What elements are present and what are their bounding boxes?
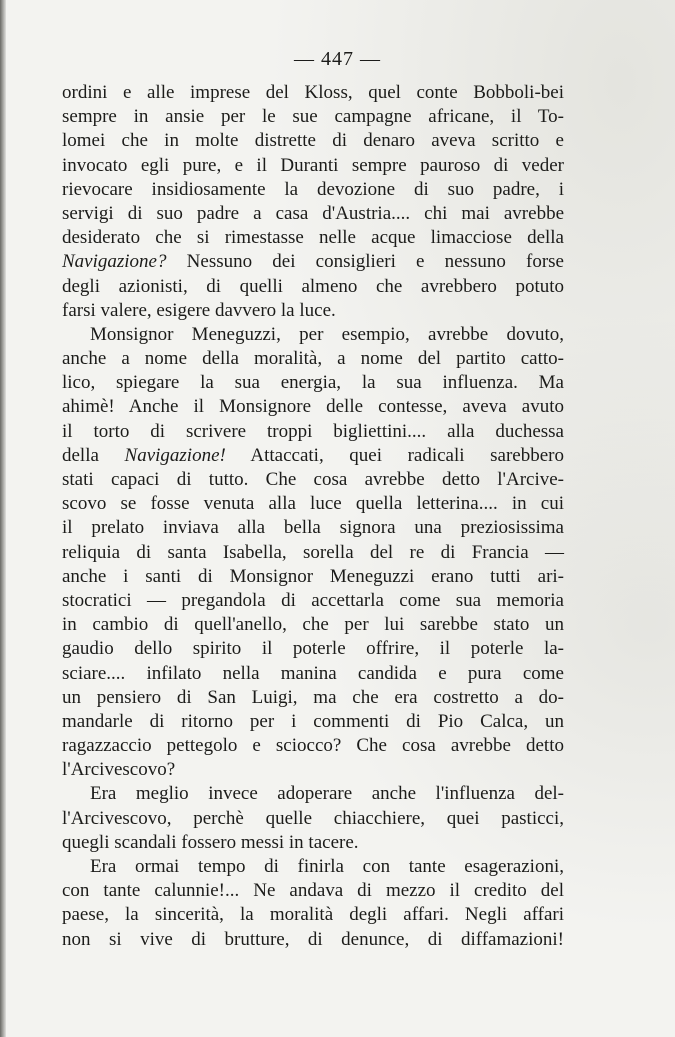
text-line: sempre in ansie per le sue campagne africane, il To- [62,106,564,128]
text-run: della [62,444,125,466]
text-line: stocratici — pregandola di accettarla come sua memoria [62,589,564,611]
text-line: anche i santi di Monsignor Meneguzzi erano tutti ari- [62,565,564,587]
text-line: paese, la sincerità, la moralità degli affari. Negli affari [62,904,564,926]
text-line: lomei che in molte distrette di denaro aveva scritto e [62,130,564,152]
text-line: l'Arcivescovo? [62,759,176,781]
text-line: ahimè! Anche il Monsignore delle contesse, aveva avuto [62,396,564,418]
text-line: degli azionisti, di quelli almeno che avrebbero potuto [62,275,564,297]
text-line: scovo se fosse venuta alla luce quella letterina.... in cui [62,493,564,515]
text-line: rievocare insidiosamente la devozione di suo padre, i [62,178,564,200]
text-line: Era ormai tempo di finirla con tante esagerazioni, [90,856,564,877]
body-text [62,81,564,952]
text-line: mandarle di ritorno per i commenti di Pio Calca, un [62,710,564,732]
text-line: invocato egli pure, e il Duranti sempre pauroso di veder [62,154,564,176]
text-line: un pensiero di San Luigi, ma che era costretto a do- [62,686,564,708]
text-line: il prelato inviava alla bella signora una preziosissima [62,517,564,539]
text-line: Monsignor Meneguzzi, per esempio, avrebbe dovuto, [90,323,564,345]
text-line: il torto di scrivere troppi bigliettini.... alla duchessa [62,420,564,442]
italic-title: Navigazione! [124,444,226,466]
page-number: — 447 — [294,48,381,70]
text-run: Attaccati, quei radicali sarebbero [225,444,564,466]
text-line: stati capaci di tutto. Che cosa avrebbe detto l'Arcive- [62,469,564,490]
text-line: gaudio dello spirito il poterle offrire, il poterle la- [62,638,564,660]
text-line: desiderato che si rimestasse nelle acque limacciose della [62,227,564,249]
text-line: Era meglio invece adoperare anche l'influenza del- [90,783,564,805]
text-line: reliquia di santa Isabella, sorella del re di Francia — [62,541,564,563]
text-line: anche a nome della moralità, a nome del partito catto- [62,348,564,370]
text-line: non si vive di brutture, di denunce, di diffamazioni! [62,928,564,950]
text-line: l'Arcivescovo, perchè quelle chiacchiere, quei pasticci, [62,807,564,829]
text-line: ragazzaccio pettegolo e sciocco? Che cosa avrebbe detto [62,735,564,757]
italic-title: Navigazione? [62,251,167,273]
text-line [62,444,564,468]
text-run: Nessuno dei consiglieri e nessuno forse [166,251,564,273]
text-line: lico, spiegare la sua energia, la sua influenza. Ma [62,372,564,394]
text-line: quegli scandali fossero messi in tacere. [62,831,359,853]
text-line: in cambio di quell'anello, che per lui sarebbe stato un [62,614,564,636]
page-binding-edge [0,0,6,1037]
text-line: farsi valere, esigere davvero la luce. [62,299,336,321]
text-line: ordini e alle imprese del Kloss, quel conte Bobboli-bei [62,82,564,103]
text-line [62,250,564,274]
text-line: con tante calunnie!... Ne andava di mezzo il credito del [62,880,564,902]
text-line: servigi di suo padre a casa d'Austria.... chi mai avrebbe [62,202,564,224]
text-line: sciare.... infilato nella manina candida e pura come [62,662,564,684]
